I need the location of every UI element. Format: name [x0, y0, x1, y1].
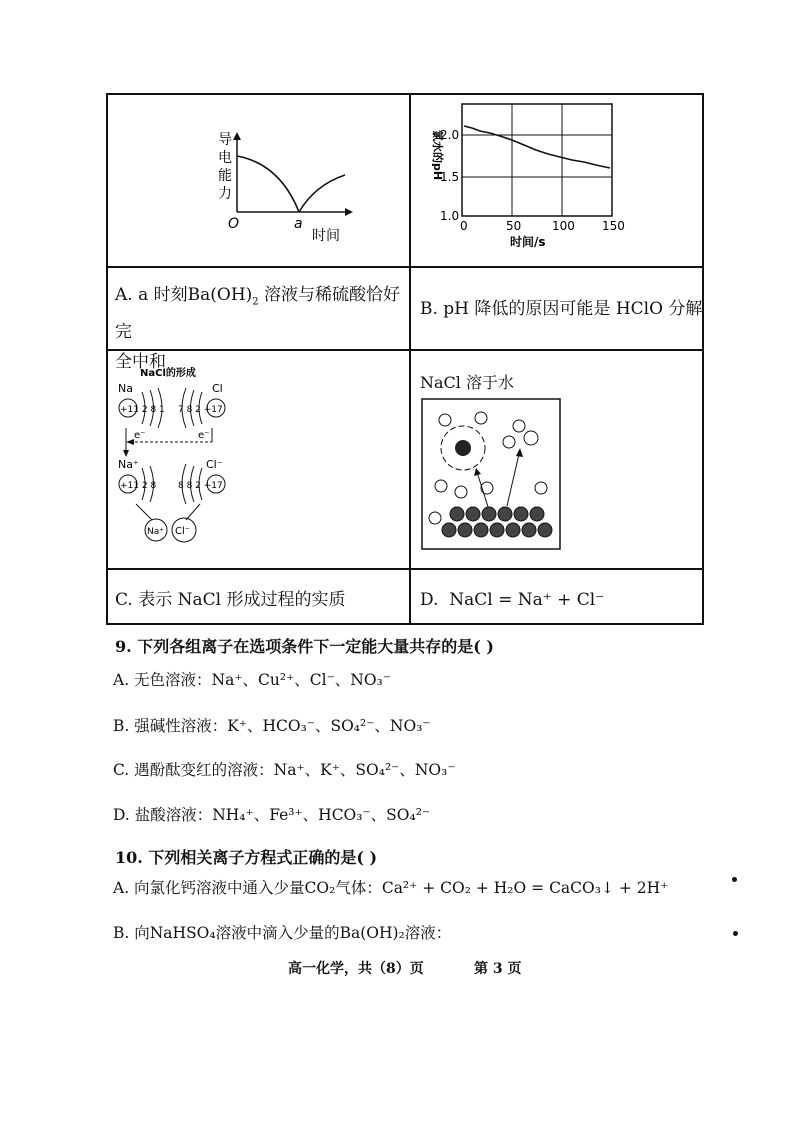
question-9-option-a: A. 无色溶液：Na⁺、Cu²⁺、Cl⁻、NO₃⁻ — [113, 671, 391, 689]
cl-atom-label: Cl — [212, 382, 223, 395]
na-ion-shells: +11 2 8 — [120, 481, 157, 491]
x-tick: 0 — [460, 219, 468, 233]
y-tick: 2.0 — [440, 128, 460, 142]
table-divider — [106, 266, 704, 268]
question-10-option-a: A. 向氯化钙溶液中通入少量CO₂气体：Ca²⁺ + CO₂ + H₂O = CaCO₃↓ + 2H⁺ — [113, 879, 669, 897]
table-divider — [409, 93, 411, 625]
cl-ion-label: Cl⁻ — [206, 458, 223, 471]
y-tick: 1.5 — [440, 170, 460, 184]
question-9-option-c: C. 遇酚酞变红的溶液：Na⁺、K⁺、SO₄²⁻、NO₃⁻ — [113, 761, 456, 779]
y-label-char: 电 — [218, 150, 232, 166]
table-divider — [106, 568, 704, 570]
electron-label: e⁻ — [134, 430, 146, 441]
x-axis-label: 时间/s — [510, 235, 546, 249]
caption-a: A. a 时刻$Ba(OH)_2$ 溶液与稀硫酸恰好完 全中和 — [115, 285, 401, 373]
y-label-char: 导 — [218, 132, 232, 148]
electron-label: e⁻ — [198, 430, 210, 441]
x-label: 时间 — [312, 228, 340, 244]
page-number: 第 3 页 — [474, 961, 522, 977]
question-9-option-d: D. 盐酸溶液：NH₄⁺、Fe³⁺、HCO₃⁻、SO₄²⁻ — [113, 806, 431, 824]
diagram-title: NaCl的形成 — [140, 368, 196, 379]
ph-graph — [420, 100, 660, 260]
question-9-stem: 9. 下列各组离子在选项条件下一定能大量共存的是( ) — [115, 637, 494, 656]
scan-speck — [733, 931, 738, 936]
cl-ion-sphere-label: Cl⁻ — [175, 526, 191, 537]
question-10-stem: 10. 下列相关离子方程式正确的是( ) — [115, 848, 378, 867]
cl-ion-shells: 8 8 2 +17 — [178, 481, 223, 491]
y-label-char: 力 — [218, 186, 232, 202]
conductivity-graph — [200, 120, 370, 250]
y-axis-label: 氯水的pH — [431, 130, 444, 181]
na-shells: +11 2 8 1 — [120, 405, 165, 415]
a-mark: a — [294, 216, 303, 232]
footer-subject: 高一化学，共（8）页 — [288, 961, 424, 977]
cl-shells: 7 8 2 +17 — [178, 405, 223, 415]
caption-b: B. pH 降低的原因可能是 HClO 分解 — [420, 299, 703, 319]
x-tick: 50 — [506, 219, 522, 233]
diagram-title-d: NaCl 溶于水 — [420, 373, 514, 392]
dissociation-equation: NaCl = Na⁺ + Cl⁻ — [449, 590, 605, 610]
caption-c: C. 表示 NaCl 形成过程的实质 — [115, 590, 346, 610]
x-tick: 150 — [602, 219, 625, 233]
na-ion-label: Na⁺ — [118, 458, 139, 471]
nacl-formation-diagram — [112, 362, 232, 552]
y-tick: 1.0 — [440, 209, 460, 223]
caption-d: D. NaCl = Na⁺ + Cl⁻ — [420, 590, 605, 610]
nacl-dissolution-diagram — [421, 398, 561, 550]
question-9-option-b: B. 强碱性溶液：K⁺、HCO₃⁻、SO₄²⁻、NO₃⁻ — [113, 717, 431, 735]
x-tick: 100 — [552, 219, 575, 233]
na-ion-sphere-label: Na⁺ — [147, 527, 164, 537]
y-label-char: 能 — [218, 168, 232, 184]
na-atom-label: Na — [118, 382, 133, 395]
origin-label: O — [228, 216, 240, 232]
scan-speck — [732, 877, 737, 882]
question-10-option-b: B. 向NaHSO₄溶液中滴入少量的Ba(OH)₂溶液： — [113, 924, 452, 942]
